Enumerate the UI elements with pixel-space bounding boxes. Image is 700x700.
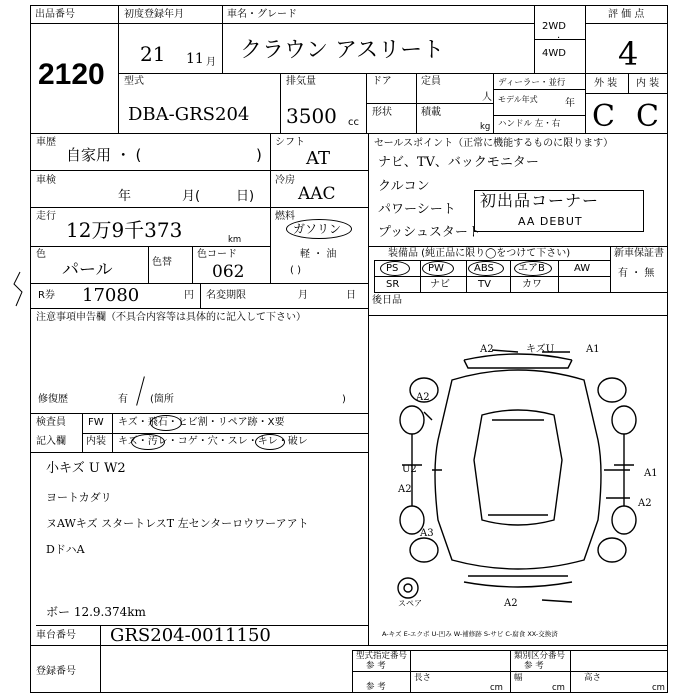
equip-aw: AW — [574, 263, 591, 274]
4wd-label: 4WD — [542, 48, 566, 59]
fuel-options: 軽 ・ 油 — [300, 249, 337, 260]
equip-navi: ナビ — [430, 279, 450, 290]
note-line-2: ヨートカダリ — [46, 491, 112, 504]
sales-point-1: ナビ、TV、バックモニター — [378, 155, 539, 170]
repair-label: 修復歴 — [38, 394, 68, 405]
damage-legend: A-キズ E-エクボ U-凹み W-補修跡 S-サビ C-腐食 XX-交換済 — [382, 630, 558, 638]
shift-value: AT — [306, 148, 331, 169]
auction-sheet: 出品番号 2120 初度登録年月 21 11 月 車名・グレード クラウン アスリート 2WD · 4WD 評 価 点 4 外 装 内 装 C C 型式 DBA-GRS204 排気量 3500 cc ドア 定員 人 ディーラー・並行 モデル年式 年 形状 積載 kg ハンドル 左・右 車歴 自家用 ・ ( ) シフト AT 車検 年 月( 日) 冷房 AAC 走行 12万9千373 km 燃料 ガソリン 軽 ・ 油 ( ) 色 パール 色替 色コード 062 R券 17080 円 名変期限 月 日 注意事項申告欄（不具合内容等は具体的に記入して下さい） 修復歴 有 (箇所 ) 検査員 記入欄 FW キズ・飛石・ヒビ割・リペア跡・X要 内装 キズ・汚レ・コゲ・穴・スレ・キレ・破レ 小キズ U W2 ヨートカダリ ヌAWキズ スタートレスT 左センターロウワーアアト DドハA ボー 12.9.374km セールスポイント（正常に機能するものに限ります） ナビ、TV、バックモニター クルコン パワーシート プッシュスタート 初出品コーナー AA DEBUT 装備品 (純正品に限り◯をつけて下さい) 新車保証書 有 ・ 無 PS PW ABS エアB AW SR ナビ TV カワ 後日品 A2 キズU A1 A2 U2 A2 A1 A2 A3 A2 スペア A-キズ E-エクボ U-凹み W-補修跡 S-サビ C-腐食 XX-交換済 車台番号 GRS204-0011150 登録番号 型式指定番号 参 考 類別区分番号 参 考 参 考 長さ cm 幅 cm 高さ cm — [0, 0, 700, 700]
cc-label: 排気量 — [286, 76, 316, 87]
classification-label: 類別区分番号 — [514, 651, 566, 661]
equip-ps: PS — [386, 263, 399, 274]
car-name-label: 車名・グレード — [227, 9, 297, 20]
lot-number: 2120 — [38, 58, 105, 91]
mileage-unit: km — [228, 235, 242, 245]
note-line-1: 小キズ U W2 — [46, 461, 126, 476]
grade-value: 4 — [618, 35, 639, 73]
usage-label: 車歴 — [36, 137, 56, 148]
color-code-label: 色コード — [197, 249, 237, 260]
interior-check-label: 内装 — [86, 436, 106, 447]
fw-items: キズ・飛石・ヒビ割・リペア跡・X要 — [118, 417, 285, 428]
lot-number-label: 出品番号 — [35, 9, 75, 20]
chassis-number: GRS204-0011150 — [110, 625, 271, 646]
reg-year-label: 初度登録年月 — [124, 9, 184, 20]
exterior-label: 外 装 — [594, 78, 618, 89]
sales-point-4: プッシュスタート — [378, 225, 481, 240]
grade-label: 評 価 点 — [608, 9, 645, 20]
equip-pw: PW — [428, 263, 444, 274]
model-value: DBA-GRS204 — [128, 104, 250, 125]
equip-abs: ABS — [474, 263, 494, 274]
recycle-label: R券 — [38, 290, 55, 301]
note-line-4: DドハA — [46, 543, 85, 556]
note-entry-label: 記入欄 — [36, 436, 66, 447]
width-label: 幅 — [514, 673, 523, 683]
note-line-3: ヌAWキズ スタートレスT 左センターロウワーアアト — [46, 517, 309, 530]
equip-airbag: エアB — [518, 263, 545, 274]
model-year-label: モデル年式 — [498, 95, 538, 104]
debut-stamp-en: AA DEBUT — [518, 215, 583, 228]
interior-label: 内 装 — [636, 78, 660, 89]
reg-month: 11 — [186, 51, 204, 67]
cc-unit: cc — [348, 117, 359, 128]
notes-title: 注意事項申告欄（不具合内容等は具体的に記入して下さい） — [36, 312, 306, 323]
color-value: パール — [62, 260, 113, 280]
name-change-label: 名変期限 — [206, 290, 246, 301]
handle-label: ハンドル 左・右 — [498, 119, 561, 129]
door-label: ドア — [372, 76, 392, 87]
capacity-unit: 人 — [482, 92, 492, 103]
car-cabin-outline — [474, 410, 562, 525]
reg-year: 21 — [140, 42, 166, 66]
damage-mark-u2-left: U2 — [402, 464, 417, 475]
cc-value: 3500 — [286, 104, 337, 128]
chassis-label: 車台番号 — [36, 630, 76, 641]
mileage-value: 12万9千373 — [66, 218, 183, 242]
month-unit: 月 — [206, 57, 216, 68]
damage-mark-a3-left-rear: A3 — [420, 528, 434, 539]
damage-mark-a1-front: A1 — [586, 344, 600, 355]
equipment-title: 装備品 (純正品に限り◯をつけて下さい) — [388, 248, 571, 259]
color-change-label: 色替 — [152, 257, 172, 268]
damage-mark-scratch-front: キズU — [526, 344, 555, 355]
model-designation-label: 型式指定番号 — [356, 651, 408, 661]
car-body-outline — [435, 370, 601, 569]
year-unit: 年 — [565, 98, 575, 109]
mileage-note: ボー 12.9.374km — [46, 605, 146, 619]
height-label: 高さ — [584, 673, 602, 683]
sales-point-2: クルコン — [378, 179, 430, 194]
recycle-value: 17080 — [82, 285, 140, 306]
load-unit: kg — [480, 122, 491, 132]
inspector-label: 検査員 — [36, 417, 66, 428]
model-label: 型式 — [124, 76, 144, 87]
color-code: 062 — [212, 262, 245, 282]
damage-mark-a2-left-front: A2 — [416, 392, 430, 403]
repair-place: (箇所 — [150, 394, 174, 405]
dealer-label: ディーラー・並行 — [498, 78, 566, 88]
mileage-label: 走行 — [36, 211, 56, 222]
equip-sr: SR — [386, 279, 400, 290]
ac-value: AAC — [298, 184, 336, 204]
interior-items: キズ・汚レ・コゲ・穴・スレ・キレ・破レ — [118, 436, 308, 447]
new-car-warranty-label: 新車保証書 — [614, 248, 664, 259]
color-label: 色 — [36, 249, 46, 260]
equip-tv: TV — [478, 279, 491, 290]
fw-label: FW — [88, 417, 104, 428]
registration-label: 登録番号 — [36, 666, 76, 677]
damage-mark-a1-right: A1 — [644, 468, 658, 479]
exterior-grade: C — [592, 99, 615, 134]
damage-mark-a2-left: A2 — [398, 484, 412, 495]
fuel-label: 燃料 — [275, 211, 295, 222]
2wd-label: 2WD — [542, 21, 566, 32]
capacity-label: 定員 — [421, 76, 441, 87]
fuel-value: ガソリン — [293, 222, 342, 236]
usage-value: 自家用 ・ ( — [66, 146, 142, 164]
damage-mark-a2-right: A2 — [638, 498, 652, 509]
equip-leather: カワ — [522, 279, 542, 290]
load-label: 積載 — [421, 107, 441, 118]
margin-scribble — [8, 270, 28, 310]
car-name: クラウン アスリート — [240, 38, 445, 63]
new-car-warranty-value: 有 ・ 無 — [618, 268, 655, 279]
shift-label: シフト — [275, 137, 305, 148]
sales-points-title: セールスポイント（正常に機能するものに限ります） — [374, 138, 614, 149]
ac-label: 冷房 — [275, 175, 295, 186]
back-order-label: 後日品 — [372, 295, 402, 306]
damage-diagram — [372, 320, 664, 620]
damage-mark-a2-front: A2 — [480, 344, 494, 355]
repair-value: 有 — [118, 394, 128, 405]
spare-label: スペア — [398, 599, 422, 608]
inspection-label: 車検 — [36, 175, 56, 186]
interior-grade: C — [636, 99, 659, 134]
debut-stamp-jp: 初出品コーナー — [480, 191, 600, 210]
shape-label: 形状 — [372, 107, 392, 118]
sales-point-3: パワーシート — [378, 202, 456, 217]
length-label: 長さ — [414, 673, 432, 683]
damage-mark-a2-rear: A2 — [504, 598, 518, 609]
recycle-unit: 円 — [184, 290, 194, 301]
